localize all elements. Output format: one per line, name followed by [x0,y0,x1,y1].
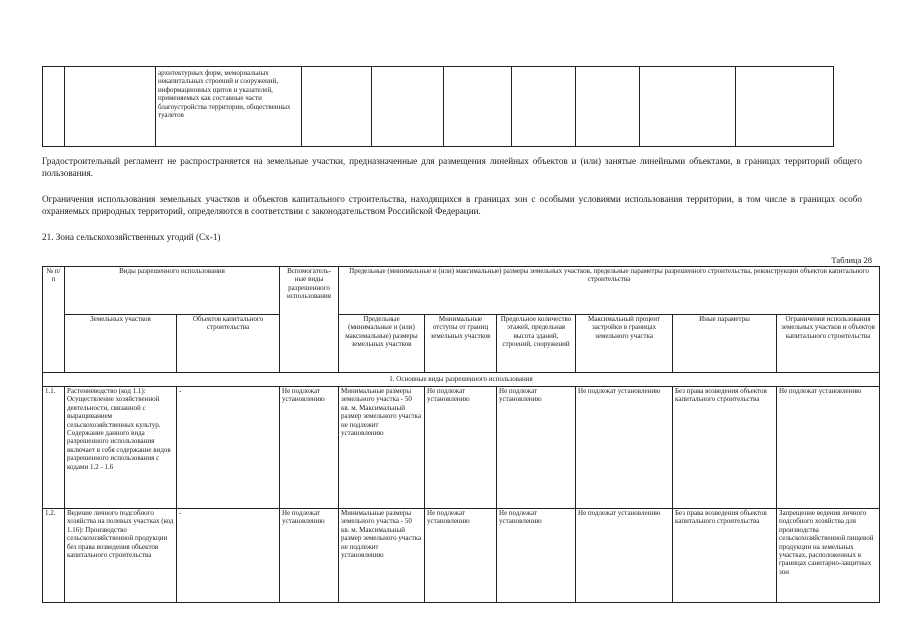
header-plot-sizes: Предельные (минимальные и (или) максимальные) размеры земельных участков [339,315,425,373]
row-restrict: Запрещение ведения личного подсобного хозяйства для производства сельскохозяйственной пищевой продукции на земельных участках, расположенных в границах санитарно-защитных зон [777,509,880,603]
top-table-fragment [42,66,834,147]
row-other: Без права возведения объектов капитального строительства [673,509,777,603]
header-cap-objects: Объектов капитального строительства [177,315,280,373]
header-use-types: Виды разрешенного использования [65,267,280,315]
paragraph-linear-objects: Градостроительный регламент не распространяется на земельные участки, предназначенные для размещения линейных объектов и (или) занятые линейными объектами, в границах территорий общего пользования. [42,156,862,178]
row-floors: Не подлежат установлению [497,387,576,509]
row-land: Растениеводство (код 1.1): Осуществление хозяйственной деятельности, связанной с выращиванием сельскохозяйственных культур. Содержание данного вида разрешенного использования включает в себя содержание видов разрешенного использования с кодами 1.2 - 1.6 [65,387,177,509]
top-cell-empty [444,67,512,147]
main-table [42,266,880,603]
top-cell-land [65,67,156,147]
header-floors: Предельное количество этажей, предельная высота зданий, строений, сооружений [497,315,576,373]
row-num: 1.2. [43,509,65,603]
row-land: Ведение личного подсобного хозяйства на полевых участках (код 1.16): Производство сельскохозяйственной продукции без права возведения объектов капитального строительства [65,509,177,603]
top-cell-empty [736,67,834,147]
header-land-plots: Земельных участков [65,315,177,373]
row-aux: Не подлежат установлению [280,509,339,603]
zone-title: 21. Зона сельскохозяйственных угодий (Сх-1) [42,232,221,242]
top-cell-empty [512,67,576,147]
header-num: № п/п [43,267,65,373]
row-num: 1.1. [43,387,65,509]
row-aux: Не подлежат установлению [280,387,339,509]
top-cell-empty [302,67,372,147]
row-setback: Не подлежат установлению [425,387,497,509]
row-plot: Минимальные размеры земельного участка - 50 кв. м. Максимальный размер земельного участка не подлежит установлению [339,387,425,509]
table-row [43,509,880,603]
top-cell-text-content: архитектурных форм, мемориальных некапитальных строений и сооружений, информационных щитов и указателей, применяемых как составные части благоустройства территории, общественных туалетов [158,69,291,120]
header-other: Иные параметры [673,315,777,373]
table-row [43,387,880,509]
row-plot: Минимальные размеры земельного участка - 50 кв. м. Максимальный размер земельного участка не подлежит установлению [339,509,425,603]
row-coverage: Не подлежат установлению [576,509,673,603]
row-cap: - [177,509,280,603]
top-cell-text [156,67,302,147]
top-cell-empty [576,67,640,147]
header-coverage: Максимальный процент застройки в границах земельного участка [576,315,673,373]
table-caption: Таблица 28 [831,255,872,265]
row-cap: - [177,387,280,509]
header-limits: Предельные (минимальные и (или) максимальные) размеры земельных участков, предельные параметры разрешенного строительства, реконструкции объектов капитального строительства [339,267,880,315]
header-setbacks: Минимальные отступы от границ земельных участков [425,315,497,373]
section-title: 1. Основные виды разрешенного использования [43,373,880,387]
row-floors: Не подлежат установлению [497,509,576,603]
header-restrictions: Ограничения использования земельных участков и объектов капитального строительства [777,315,880,373]
top-cell-empty [640,67,736,147]
header-aux-types: Вспомогатель-ные виды разрешенного использования [280,267,339,373]
row-other: Без права возведения объектов капитального строительства [673,387,777,509]
row-setback: Не подлежат установлению [425,509,497,603]
row-restrict: Не подлежат установлению [777,387,880,509]
row-coverage: Не подлежат установлению [576,387,673,509]
top-cell-num [43,67,65,147]
paragraph-restrictions: Ограничения использования земельных участков и объектов капитального строительства, находящихся в границах зон с особыми условиями использования территории, в том числе в границах особо охраняемых природных территорий, определяются в соответствии с законодательством Российской Федерации. [42,194,862,216]
top-cell-empty [372,67,444,147]
